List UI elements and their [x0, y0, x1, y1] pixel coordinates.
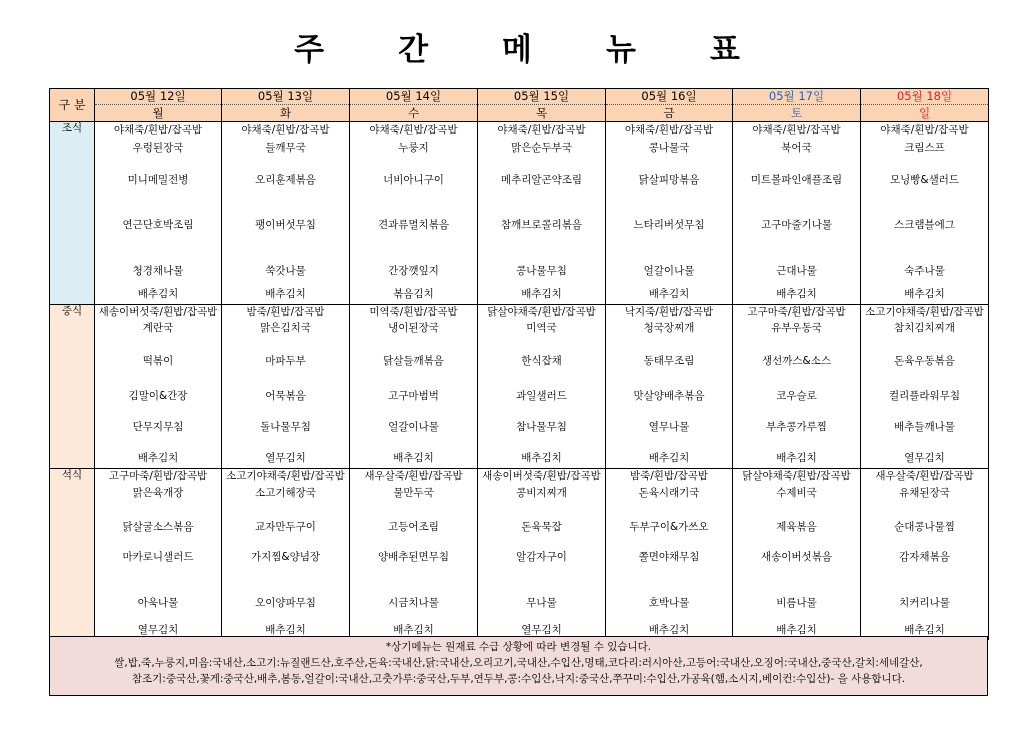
menu-item: 모닝빵&샐러드 [889, 174, 960, 186]
menu-item: 닭살야채죽/흰밥/잡곡밥 [487, 306, 596, 318]
day-of-week: 화 [279, 106, 292, 120]
menu-item: 참나물무침 [516, 421, 567, 433]
title-char: 메 [502, 32, 532, 68]
menu-item: 가지찜&양념장 [250, 551, 321, 563]
menu-item: 야채죽/흰밥/잡곡밥 [752, 124, 841, 136]
menu-item: 새송이버섯볶음 [760, 551, 832, 563]
day-date: 05월 12일 [95, 89, 221, 105]
menu-item: 치커리나물 [899, 597, 950, 609]
menu-item: 열무김치 [265, 452, 306, 464]
menu-item: 야채죽/흰밥/잡곡밥 [241, 124, 330, 136]
menu-item: 누룽지 [398, 142, 429, 154]
menu-item: 부추콩가루찜 [766, 421, 827, 433]
menu-item: 배추김치 [265, 624, 306, 636]
menu-item: 소고기해장국 [255, 487, 316, 499]
menu-item: 새송이버섯죽/흰밥/잡곡밥 [482, 470, 601, 482]
meal-row [50, 469, 989, 640]
menu-item: 숙주나물 [904, 265, 945, 277]
meal-label: 석식 [50, 469, 95, 640]
menu-item: 마파두부 [265, 355, 306, 367]
day-of-week: 금 [663, 106, 675, 120]
day-header [95, 89, 222, 122]
menu-item: 한식잡채 [521, 355, 562, 367]
menu-item: 배추김치 [776, 624, 817, 636]
menu-item: 고구마죽/흰밥/잡곡밥 [747, 306, 846, 318]
menu-cell [350, 469, 478, 640]
menu-item: 고구마범벅 [388, 390, 439, 402]
menu-item: 밤죽/흰밥/잡곡밥 [246, 306, 325, 318]
menu-item: 오리훈제볶음 [255, 174, 316, 186]
menu-item: 새우살죽/흰밥/잡곡밥 [875, 470, 974, 482]
menu-item: 생선까스&소스 [761, 355, 832, 367]
menu-item: 소고기야채죽/흰밥/잡곡밥 [865, 306, 984, 318]
menu-item: 돌나물무침 [260, 421, 311, 433]
menu-item: 배추김치 [776, 288, 817, 300]
menu-item: 유부우동국 [771, 322, 822, 334]
menu-item: 돈육우동볶음 [894, 355, 955, 367]
day-of-week: 월 [152, 106, 164, 120]
menu-item: 배추김치 [648, 288, 690, 300]
menu-item: 스크램블에그 [894, 219, 955, 231]
menu-item: 어묵볶음 [265, 390, 306, 402]
menu-cell [350, 305, 478, 469]
menu-item: 볶음김치 [393, 288, 434, 300]
weekly-menu-table [49, 88, 989, 640]
menu-item: 너비아니구이 [383, 174, 444, 186]
menu-item: 맑은김치국 [260, 322, 311, 334]
menu-item: 청국장찌개 [643, 322, 695, 334]
menu-item: 미트볼파인애플조림 [750, 174, 843, 186]
menu-cell [478, 305, 606, 469]
menu-item: 쫄면야채무침 [638, 551, 700, 563]
menu-item: 과일샐러드 [516, 390, 567, 402]
title-char: 표 [709, 32, 740, 68]
menu-item: 야채죽/흰밥/잡곡밥 [369, 124, 458, 136]
page-title [0, 24, 1034, 69]
menu-item: 순대콩나물찜 [894, 521, 955, 533]
menu-item: 야채죽/흰밥/잡곡밥 [624, 124, 714, 136]
menu-item: 새송이버섯죽/흰밥/잡곡밥 [98, 306, 218, 318]
menu-item: 배추김치 [393, 452, 434, 464]
menu-item: 김말이&간장 [128, 390, 188, 402]
menu-item: 맑은육개장 [132, 487, 184, 499]
menu-item: 크림스프 [904, 142, 945, 154]
origin-line: 쌀,밥,죽,누룽지,미음:국내산,소고기:뉴질랜드산,호주산,돈육:국내산,닭:국내산,오리고기,국내산,수입산,명태,코다리:러시아산,고등어:국내산,오징어:국내산,중국산,갈치:세네갈산, [114, 657, 923, 669]
menu-item: 쑥갓나물 [265, 265, 306, 277]
menu-item: 맑은순두부국 [511, 142, 572, 154]
day-header [733, 89, 861, 122]
menu-item: 청경채나물 [132, 265, 184, 277]
menu-cell [861, 469, 989, 640]
menu-item: 팽이버섯무침 [255, 219, 316, 231]
menu-item: 돈육묵잡 [521, 521, 562, 533]
menu-item: 야채죽/흰밥/잡곡밥 [497, 124, 586, 136]
menu-item: 소고기야채죽/흰밥/잡곡밥 [226, 470, 345, 482]
menu-item: 미역죽/흰밥/잡곡밥 [369, 306, 458, 318]
menu-item: 야채죽/흰밥/잡곡밥 [880, 124, 969, 136]
menu-item: 물만두국 [393, 487, 434, 499]
day-header [350, 89, 478, 122]
menu-item: 고구마죽/흰밥/잡곡밥 [108, 470, 208, 482]
menu-item: 교자만두구이 [255, 521, 316, 533]
menu-item: 북어국 [781, 142, 812, 154]
menu-cell [222, 469, 350, 640]
menu-cell [606, 122, 733, 305]
menu-item: 고구마줄기나물 [760, 219, 832, 231]
menu-cell [222, 122, 350, 305]
menu-item: 느타리버섯무침 [633, 219, 705, 231]
menu-item: 우렁된장국 [132, 142, 184, 154]
menu-item: 미니메밀전병 [127, 174, 189, 186]
day-date: 05월 18일 [861, 89, 988, 105]
menu-item: 배추김치 [521, 452, 562, 464]
meal-row [50, 122, 989, 305]
menu-cell [95, 122, 222, 305]
menu-item: 얼갈이나물 [388, 421, 439, 433]
meal-label: 중식 [50, 305, 95, 469]
menu-cell [478, 122, 606, 305]
menu-item: 열무김치 [904, 452, 945, 464]
menu-cell [95, 469, 222, 640]
menu-item: 알감자구이 [516, 551, 567, 563]
menu-item: 야채죽/흰밥/잡곡밥 [113, 124, 203, 136]
menu-item: 배추들깨나물 [894, 421, 955, 433]
menu-item: 호박나물 [648, 597, 690, 609]
menu-item: 냉이된장국 [388, 322, 439, 334]
day-of-week: 일 [918, 106, 931, 120]
menu-item: 무나물 [526, 597, 557, 609]
menu-item: 닭살들깨볶음 [383, 355, 444, 367]
title-char: 주 [294, 32, 325, 68]
meal-label: 조식 [50, 122, 95, 305]
menu-item: 닭살야채죽/흰밥/잡곡밥 [742, 470, 851, 482]
day-of-week: 목 [535, 106, 548, 120]
menu-item: 배추김치 [137, 288, 179, 300]
menu-item: 단무지무침 [132, 421, 184, 433]
menu-item: 배추김치 [393, 624, 434, 636]
menu-item: 배추김치 [521, 288, 562, 300]
day-date: 05월 13일 [222, 89, 349, 105]
menu-item: 배추김치 [904, 624, 945, 636]
menu-item: 아욱나물 [137, 597, 179, 609]
title-char: 뉴 [605, 32, 636, 68]
menu-item: 동태무조림 [643, 355, 695, 367]
menu-cell [861, 305, 989, 469]
menu-cell [733, 122, 861, 305]
menu-item: 배추김치 [648, 624, 690, 636]
menu-item: 비름나물 [776, 597, 817, 609]
day-date: 05월 16일 [606, 89, 732, 105]
menu-item: 두부구이&가쓰오 [629, 521, 709, 533]
menu-item: 돈육시래기국 [638, 487, 700, 499]
menu-item: 고등어조림 [388, 521, 439, 533]
day-header [222, 89, 350, 122]
menu-item: 간장깻잎지 [388, 265, 439, 277]
day-of-week: 수 [407, 106, 420, 120]
day-header [861, 89, 989, 122]
menu-cell [733, 469, 861, 640]
menu-item: 떡볶이 [142, 355, 174, 367]
menu-item: 코우슬로 [776, 390, 817, 402]
day-date: 05월 17일 [733, 89, 860, 105]
notice-box [49, 636, 988, 696]
menu-item: 얼갈이나물 [643, 265, 695, 277]
meal-row [50, 305, 989, 469]
menu-item: 콩나물국 [648, 142, 690, 154]
menu-cell [350, 122, 478, 305]
menu-cell [222, 305, 350, 469]
menu-item: 견과류멸치볶음 [377, 219, 449, 231]
menu-item: 배추김치 [904, 288, 945, 300]
menu-item: 배추김치 [265, 288, 306, 300]
menu-cell [606, 305, 733, 469]
menu-item: 근대나물 [776, 265, 817, 277]
menu-item: 양배추된면무침 [377, 551, 449, 563]
day-of-week: 토 [790, 106, 803, 120]
category-label: 구 분 [50, 89, 95, 122]
menu-cell [606, 469, 733, 640]
menu-item: 닭살피망볶음 [638, 174, 700, 186]
menu-item: 유채된장국 [899, 487, 950, 499]
menu-item: 마카로니샐러드 [122, 551, 194, 563]
menu-cell [478, 469, 606, 640]
origin-line: 참조기:중국산,꽃게:중국산,배추,봄동,얼갈이:국내산,고춧가루:중국산,두부,연두부,콩:수입산,낙지:중국산,쭈꾸미:수입산,가공육(햄,소시지,베이컨:수입산)- 을 사용합니다. [131, 673, 906, 685]
menu-cell [733, 305, 861, 469]
menu-item: 수제비국 [776, 487, 817, 499]
menu-item: 참치김치찌개 [894, 322, 955, 334]
menu-item: 닭살굴소스볶음 [122, 521, 194, 533]
menu-item: 콩나물무침 [516, 265, 567, 277]
menu-item: 오이양파무침 [255, 597, 316, 609]
menu-item: 들깨무국 [265, 142, 306, 154]
day-date: 05월 15일 [478, 89, 605, 105]
menu-item: 미역국 [526, 322, 557, 334]
menu-item: 메추리알곤약조림 [500, 174, 583, 186]
menu-item: 제육볶음 [776, 521, 817, 533]
menu-item: 낙지죽/흰밥/잡곡밥 [624, 306, 714, 318]
menu-item: 시금치나물 [388, 597, 439, 609]
menu-item: 배추김치 [137, 452, 179, 464]
menu-item: 계란국 [142, 322, 174, 334]
menu-item: 열무김치 [137, 624, 179, 636]
menu-item: 새우살죽/흰밥/잡곡밥 [364, 470, 463, 482]
header-row [50, 89, 989, 122]
menu-cell [861, 122, 989, 305]
menu-item: 밤죽/흰밥/잡곡밥 [629, 470, 709, 482]
menu-cell [95, 305, 222, 469]
title-char: 간 [398, 32, 429, 68]
menu-item: 배추김치 [776, 452, 817, 464]
menu-item: 연근단호박조림 [122, 219, 194, 231]
menu-item: 참깨브로콜리볶음 [500, 219, 583, 231]
menu-item: 배추김치 [648, 452, 690, 464]
menu-item: 감자채볶음 [899, 551, 950, 563]
menu-item: 열무김치 [521, 624, 562, 636]
menu-item: 콩비지찌개 [516, 487, 567, 499]
day-header [606, 89, 733, 122]
day-header [478, 89, 606, 122]
notice-line: *상기메뉴는 원재료 수급 상황에 따라 변경될 수 있습니다. [385, 641, 652, 653]
menu-item: 열무나물 [648, 421, 690, 433]
menu-item: 맛살양배추볶음 [633, 390, 705, 402]
day-date: 05월 14일 [350, 89, 477, 105]
menu-item: 컬리플라워무침 [888, 390, 960, 402]
